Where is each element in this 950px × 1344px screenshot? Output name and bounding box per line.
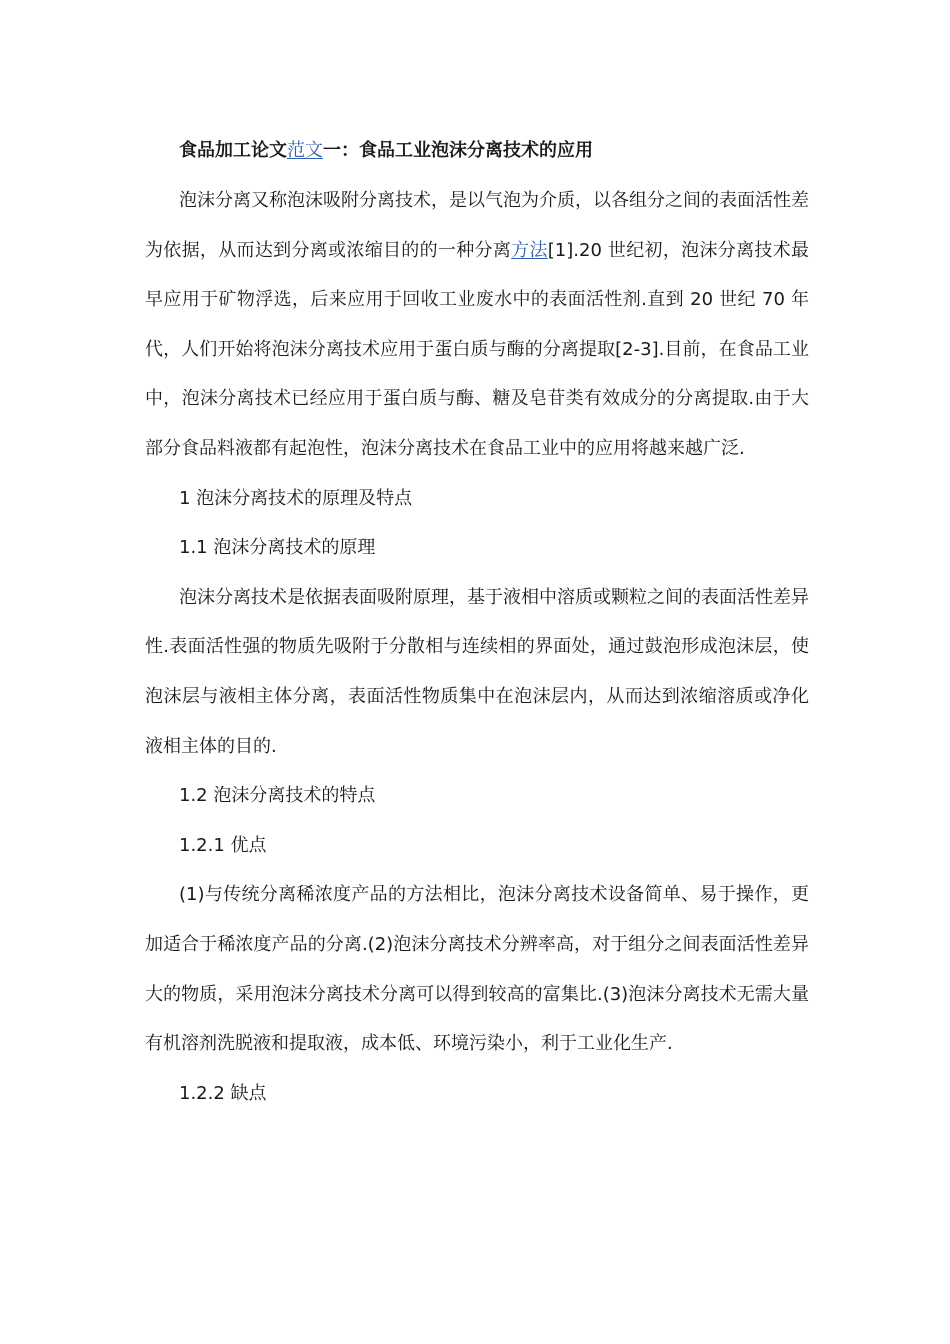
principle-paragraph: 泡沫分离技术是依据表面吸附原理，基于液相中溶质或颗粒之间的表面活性差异性.表面活性强的物质先吸附于分散相与连续相的界面处，通过鼓泡形成泡沫层，使泡沫层与液相主体分离，表面活性物质集中在泡沫层内，从而达到浓缩溶质或净化液相主体的目的.: [145, 586, 809, 757]
document-body: [145, 126, 809, 1118]
section-heading-1: 1 泡沫分离技术的原理及特点: [179, 487, 413, 509]
title-fanwen-link[interactable]: 范文: [287, 140, 323, 161]
section-heading-1-2: 1.2 泡沫分离技术的特点: [179, 785, 376, 807]
intro-text-part2: [1].20 世纪初，泡沫分离技术最早应用于矿物浮选，后来应用于回收工业废水中的表面活性剂.直到 20 世纪 70 年代，人们开始将泡沫分离技术应用于蛋白质与酶的分离提取[2-3].目前，在食品工业中，泡沫分离技术已经应用于蛋白质与酶、糖及皂苷类有效成分的分离提取.由于大部分食品料液都有起泡性，泡沫分离技术在食品工业中的应用将越来越广泛.: [145, 239, 810, 459]
intro-paragraph: [145, 176, 809, 474]
document-title: [145, 126, 809, 176]
title-suffix: 一：食品工业泡沫分离技术的应用: [323, 140, 593, 161]
intro-text-part1: 泡沫分离又称泡沫吸附分离技术，是以气泡为介质，以各组分之间的表面活性差为依据，从而达到分离或浓缩目的的一种分离: [145, 190, 809, 261]
advantages-paragraph: (1)与传统分离稀浓度产品的方法相比，泡沫分离技术设备简单、易于操作，更加适合于稀浓度产品的分离.(2)泡沫分离技术分辨率高，对于组分之间表面活性差异大的物质，采用泡沫分离技术分离可以得到较高的富集比.(3)泡沫分离技术无需大量有机溶剂洗脱液和提取液，成本低、环境污染小，利于工业化生产.: [145, 884, 809, 1055]
intro-fangfa-link[interactable]: 方法: [511, 239, 548, 261]
section-heading-1-1: 1.1 泡沫分离技术的原理: [179, 537, 376, 559]
section-heading-1-2-2: 1.2.2 缺点: [179, 1082, 267, 1104]
title-prefix: 食品加工论文: [179, 140, 287, 161]
section-heading-1-2-1: 1.2.1 优点: [179, 834, 267, 856]
